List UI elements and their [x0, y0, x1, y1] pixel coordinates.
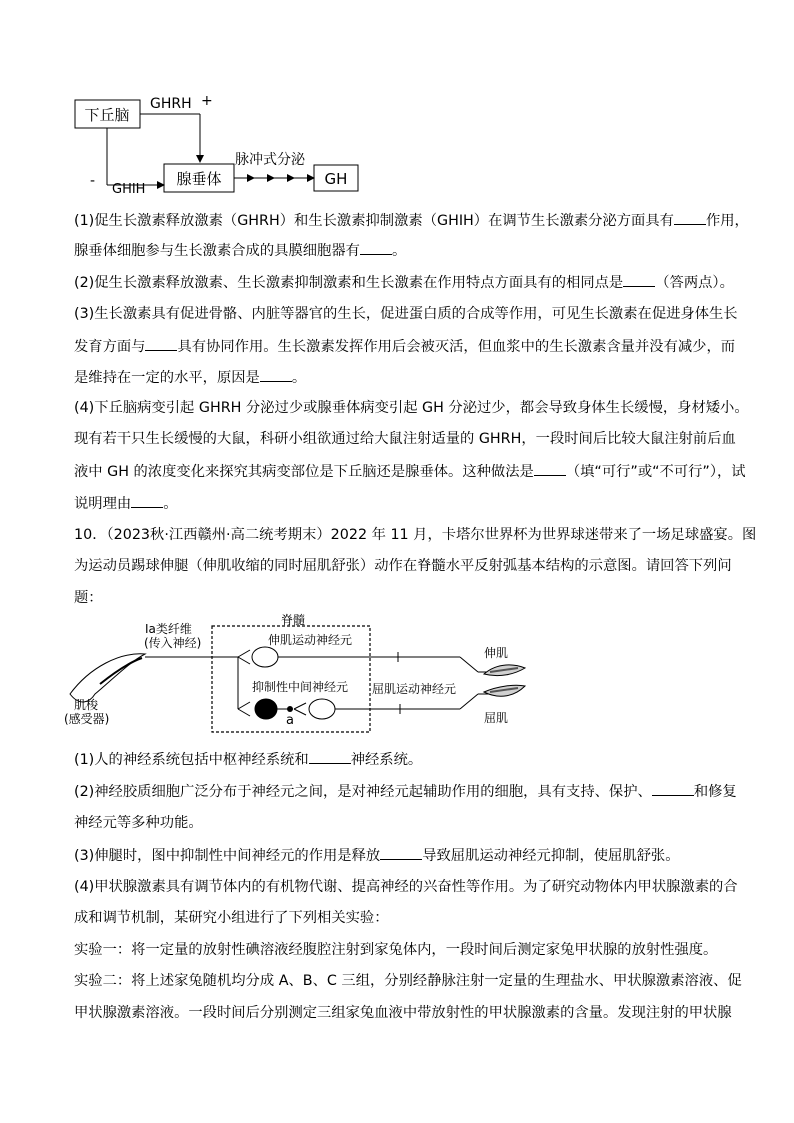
flexor-neuron-label: 屈肌运动神经元 — [372, 682, 457, 696]
q10-part4-line2: 成和调节机制，某研究小组进行了下列相关实验： — [74, 910, 389, 926]
flexor-neuron-body — [309, 699, 335, 719]
pituitary-label: 腺垂体 — [176, 170, 222, 188]
answer-blank[interactable] — [309, 749, 351, 764]
plus-sign: + — [201, 93, 213, 109]
gh-label: GH — [324, 170, 348, 188]
q9-part1-line1: (1)促生长激素释放激素（GHRH）和生长激素抑制激素（GHIH）在调节生长激素分泌方面具有 作用， — [74, 210, 734, 231]
q10-stem-line2: 为运动员踢球伸腿（伸肌收缩的同时屈肌舒张）动作在脊髓水平反射弧基本结构的示意图。请回答下列问 — [74, 558, 732, 574]
ghih-label: GHIH — [112, 182, 146, 197]
point-a-label: a — [286, 713, 294, 728]
q9-part1-line2: 腺垂体细胞参与生长激素合成的具膜细胞器有 。 — [74, 240, 734, 261]
answer-blank[interactable] — [131, 493, 163, 508]
synapse-point-a[interactable] — [287, 706, 293, 712]
q9-part4-line1: (4)下丘脑病变引起 GHRH 分泌过少或腺垂体病变引起 GH 分泌过少，都会导致身体生长缓慢，身材矮小。 — [74, 400, 749, 416]
q10-stem-line1: 10．（2023秋·江西赣州·高二统考期末）2022 年 11 月，卡塔尔世界杯为世界球迷带来了一场足球盛宴。图 — [74, 527, 757, 543]
receptor-label: (感受器) — [64, 712, 110, 726]
q10-part2-line2: 神经元等多种功能。 — [74, 815, 203, 831]
ia-fiber-label: Ia类纤维 — [145, 622, 192, 636]
q10-part3: (3)伸腿时，图中抑制性中间神经元的作用是释放 导致屈肌运动神经元抑制，使屈肌舒张。 — [74, 845, 734, 866]
q10-part1: (1)人的神经系统包括中枢神经系统和 神经系统。 — [74, 749, 734, 770]
gh-regulation-diagram — [60, 90, 380, 200]
inhibitory-neuron-body[interactable] — [255, 699, 277, 719]
q10-experiment1: 实验一：将一定量的放射性碘溶液经腹腔注射到家兔体内，一段时间后测定家兔甲状腺的放射性强度。 — [74, 942, 718, 958]
answer-blank[interactable] — [145, 336, 177, 351]
answer-blank[interactable] — [534, 461, 566, 476]
hypothalamus-label: 下丘脑 — [84, 106, 130, 124]
q9-part4-line3: 液中 GH 的浓度变化来探究其病变部位是下丘脑还是腺垂体。这种做法是 （填“可行”或“不可行”），试 — [74, 461, 734, 482]
q9-part4-line4: 说明理由 。 — [74, 493, 734, 514]
flexor-label: 屈肌 — [484, 711, 509, 725]
minus-sign: - — [90, 173, 96, 189]
ghrh-label: GHRH — [150, 96, 192, 112]
q10-experiment2-line2: 甲状腺激素溶液。一段时间后分别测定三组家兔血液中带放射性的甲状腺激素的含量。发现注射的甲状腺 — [74, 1005, 732, 1021]
q10-part2-line1: (2)神经胶质细胞广泛分布于神经元之间，是对神经元起辅助作用的细胞，具有支持、保护、 和修复 — [74, 781, 734, 802]
extensor-neuron-label: 伸肌运动神经元 — [268, 633, 353, 647]
q9-part2: (2)促生长激素释放激素、生长激素抑制激素和生长激素在作用特点方面具有的相同点是 （答两点）。 — [74, 272, 734, 293]
spinal-cord-label: 脊髓 — [281, 613, 306, 627]
answer-blank[interactable] — [623, 272, 655, 287]
q9-part3-line2: 发育方面与 具有协同作用。生长激素发挥作用后会被灭活，但血浆中的生长激素含量并没有减少，而 — [74, 336, 734, 357]
answer-blank[interactable] — [380, 845, 422, 860]
extensor-neuron-body — [252, 647, 278, 667]
answer-blank[interactable] — [674, 210, 706, 225]
answer-blank[interactable] — [260, 367, 292, 382]
answer-blank[interactable] — [360, 240, 392, 255]
spindle-label: 肌梭 — [74, 698, 99, 712]
q9-part3-line3: 是维持在一定的水平，原因是 。 — [74, 367, 734, 388]
q10-stem-line3: 题： — [74, 590, 103, 606]
q10-experiment2-line1: 实验二：将上述家兔随机均分成 A、B、C 三组，分别经静脉注射一定量的生理盐水、甲状腺激素溶液、促 — [74, 973, 742, 989]
inhibitory-label: 抑制性中间神经元 — [252, 680, 349, 694]
reflex-arc-diagram — [60, 612, 530, 740]
q10-part4-line1: (4)甲状腺激素具有调节体内的有机物代谢、提高神经的兴奋性等作用。为了研究动物体内甲状腺激素的合 — [74, 879, 738, 895]
q9-part4-line2: 现有若干只生长缓慢的大鼠，科研小组欲通过给大鼠注射适量的 GHRH，一段时间后比较大鼠注射前后血 — [74, 431, 736, 447]
q9-part3-line1: (3)生长激素具有促进骨骼、内脏等器官的生长，促进蛋白质的合成等作用，可见生长激素在促进身体生长 — [74, 306, 738, 322]
pulse-label: 脉冲式分泌 — [235, 152, 305, 168]
answer-blank[interactable] — [652, 781, 694, 796]
afferent-label: (传入神经) — [144, 636, 202, 650]
extensor-label: 伸肌 — [484, 646, 509, 660]
